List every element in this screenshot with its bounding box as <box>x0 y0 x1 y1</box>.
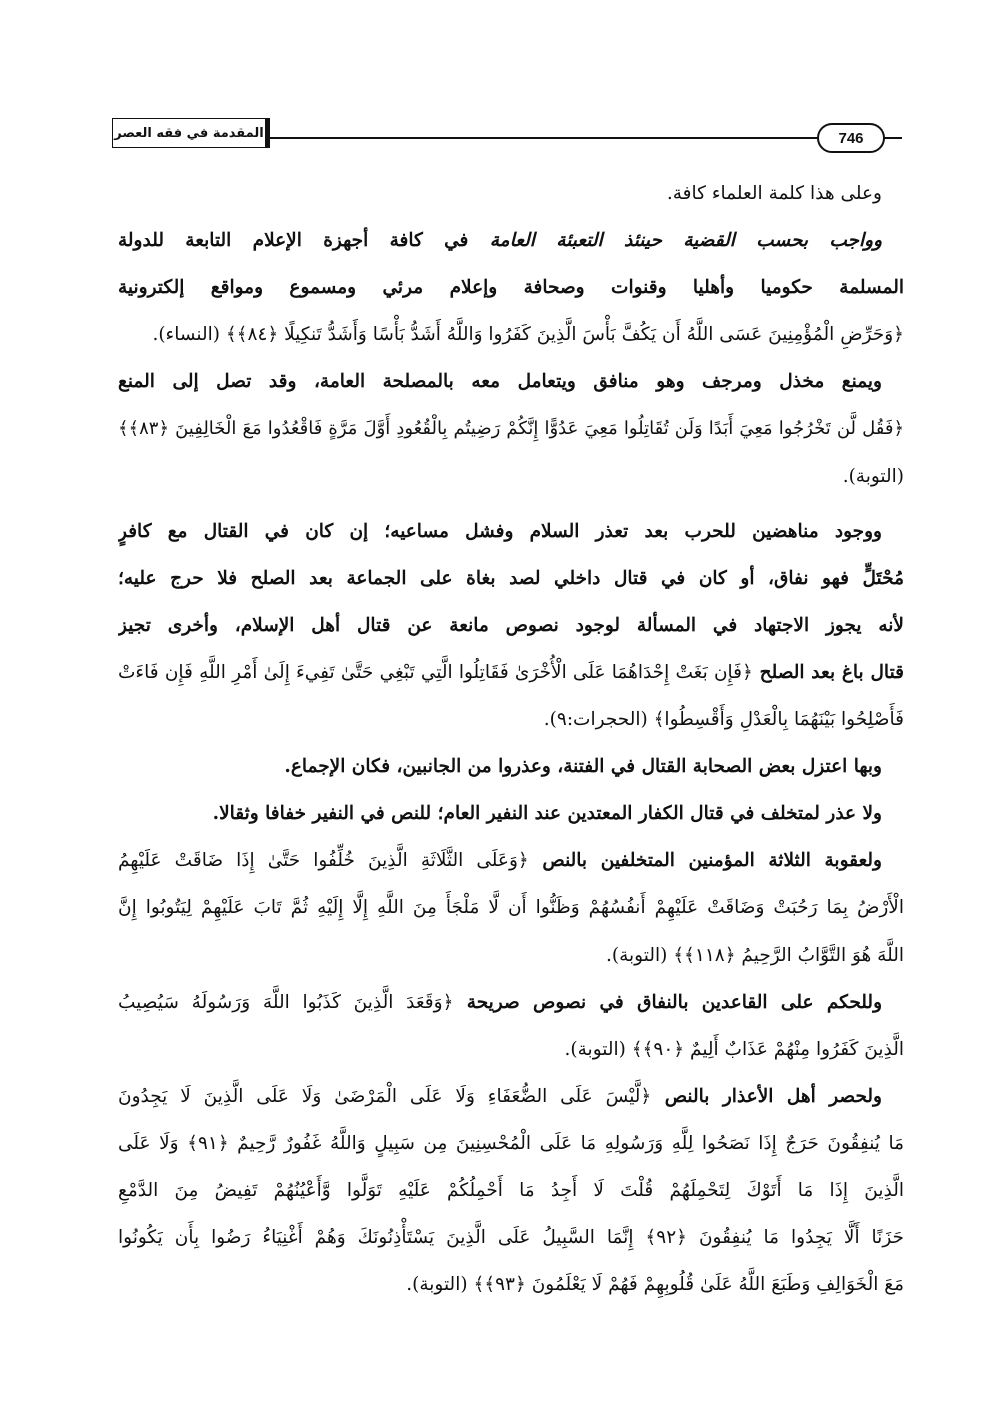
text-line <box>118 932 904 979</box>
quran-verse: ﴿فَإِن بَغَتْ إِحْدَاهُمَا عَلَى الْأُخْرَىٰ فَقَاتِلُوا الَّتِي تَبْغِي حَتَّىٰ تَفِيءَ إِلَىٰ أَمْرِ اللَّهِ فَإِن فَاءَتْ <box>118 661 753 683</box>
text-line <box>118 1026 904 1073</box>
text-line <box>118 1214 904 1261</box>
paragraph-gap <box>118 500 904 508</box>
body-text <box>118 170 904 1308</box>
text-line: المسلمة حكوميا وأهليا وقنوات وصحافة وإعلام مرئي ومسموع ومواقع إلكترونية <box>118 277 904 299</box>
source-ref: (التوبة). <box>406 1274 474 1296</box>
quran-verse: ﴿وَعَلَى الثَّلَاثَةِ الَّذِينَ خُلِّفُوا حَتَّىٰ إِذَا ضَاقَتْ عَلَيْهِمُ <box>118 850 529 872</box>
text-line <box>118 217 904 264</box>
text-line <box>118 884 904 931</box>
text-line: (التوبة). <box>842 465 904 487</box>
highlight-phrase: وواجب بحسب القضية حينئذ التعبئة العامة <box>489 230 882 252</box>
text-line: ووجود مناهضين للحرب بعد تعذر السلام وفشل مساعيه؛ إن كان في القتال مع كافرٍ <box>118 520 882 542</box>
text-line: ولا عذر لمتخلف في قتال الكفار المعتدين عند النفير العام؛ للنص في النفير خفافا وثقالا. <box>212 803 882 825</box>
source-ref: (النساء). <box>152 324 226 346</box>
page-header <box>112 118 902 154</box>
quran-verse: فَأَصْلِحُوا بَيْنَهُمَا بِالْعَدْلِ وَأَقْسِطُوا﴾ <box>653 709 904 731</box>
text-span: وللحكم على القاعدين بالنفاق في نصوص صريحة <box>453 991 882 1013</box>
quran-verse: ﴿فَقُل لَّن تَخْرُجُوا مَعِيَ أَبَدًا وَلَن تُقَاتِلُوا مَعِيَ عَدُوًّا إِنَّكُمْ رَضِيتُم بِالْقُعُودِ أَوَّلَ مَرَّةٍ فَاقْعُدُوا مَعَ الْخَالِفِينَ ﴿٨٣﴾﴾ <box>118 418 904 440</box>
text-span: قتال باغ بعد الصلح <box>752 661 904 683</box>
text-line: وعلى هذا كلمة العلماء كافة. <box>666 183 882 204</box>
book-title: المقدمة في فقه العصر <box>112 118 270 148</box>
quran-verse: مَعَ الْخَوَالِفِ وَطَبَعَ اللَّهُ عَلَىٰ قُلُوبِهِمْ فَهُمْ لَا يَعْلَمُونَ ﴿٩٣﴾﴾ <box>473 1274 904 1296</box>
source-ref: (الحجرات:٩). <box>543 709 654 731</box>
text-line <box>118 1120 904 1167</box>
text-line <box>118 311 904 358</box>
quran-verse: ﴿لَّيْسَ عَلَى الضُّعَفَاءِ وَلَا عَلَى الْمَرْضَىٰ وَلَا عَلَى الَّذِينَ لَا يَجِدُونَ <box>118 1085 652 1107</box>
quran-verse: ﴿وَقَعَدَ الَّذِينَ كَذَبُوا اللَّهَ وَرَسُولَهُ سَيُصِيبُ <box>118 991 454 1013</box>
page-number: 746 <box>817 123 885 153</box>
quran-verse: ﴿وَحَرِّضِ الْمُؤْمِنِينَ عَسَى اللَّهُ أَن يَكُفَّ بَأْسَ الَّذِينَ كَفَرُوا وَاللَّهُ أَشَدُّ بَأْسًا وَأَشَدُّ تَنكِيلًا ﴿٨٤﴾﴾ <box>225 324 904 346</box>
text-line: لأنه يجوز الاجتهاد في المسألة لوجود نصوص مانعة عن قتال أهل الإسلام، وأخرى تجيز <box>118 614 904 636</box>
text-line: مُحْتَلٍّ فهو نفاق، أو كان في قتال داخلي لصد بغاة على الجماعة بعد الصلح فلا حرج عليه؛ <box>118 567 904 589</box>
text-line <box>118 1167 904 1214</box>
source-ref: (التوبة). <box>606 944 674 966</box>
text-line <box>118 1073 904 1120</box>
text-line <box>118 979 904 1026</box>
text-span: ولعقوبة الثلاثة المؤمنين المتخلفين بالنص <box>528 850 882 872</box>
quran-verse: الْأَرْضُ بِمَا رَحُبَتْ وَضَاقَتْ عَلَيْهِمْ أَنفُسُهُمْ وَظَنُّوا أَن لَّا مَلْجَأَ مِنَ اللَّهِ إِلَّا إِلَيْهِ ثُمَّ تَابَ عَلَيْهِمْ لِيَتُوبُوا إِنَّ <box>118 897 904 919</box>
quran-verse: حَزَنًا أَلَّا يَجِدُوا مَا يُنفِقُونَ ﴿٩٢﴾ إِنَّمَا السَّبِيلُ عَلَى الَّذِينَ يَسْتَأْذِنُونَكَ وَهُمْ أَغْنِيَاءُ رَضُوا بِأَن يَكُونُوا <box>118 1227 904 1249</box>
quran-verse: مَا يُنفِقُونَ حَرَجٌ إِذَا نَصَحُوا لِلَّهِ وَرَسُولِهِ مَا عَلَى الْمُحْسِنِينَ مِن سَبِيلٍ وَاللَّهُ غَفُورٌ رَّحِيمٌ ﴿٩١﴾ وَلَا عَلَى <box>118 1132 904 1154</box>
text-line <box>118 696 904 743</box>
text-line <box>118 837 904 884</box>
text-span: في كافة أجهزة الإعلام التابعة للدولة <box>118 230 490 252</box>
text-line: ويمنع مخذل ومرجف وهو منافق ويتعامل معه بالمصلحة العامة، وقد تصل إلى المنع <box>118 371 882 393</box>
text-line <box>118 649 904 696</box>
text-span: ولحصر أهل الأعذار بالنص <box>651 1085 882 1107</box>
text-line <box>118 405 904 452</box>
quran-verse: الَّذِينَ كَفَرُوا مِنْهُمْ عَذَابٌ أَلِيمٌ ﴿٩٠﴾﴾ <box>631 1038 904 1060</box>
text-line: وبها اعتزل بعض الصحابة القتال في الفتنة، وعذروا من الجانبين، فكان الإجماع. <box>284 756 882 778</box>
quran-verse: اللَّهَ هُوَ التَّوَّابُ الرَّحِيمُ ﴿١١٨﴾﴾ <box>673 944 904 966</box>
source-ref: (التوبة). <box>564 1038 632 1060</box>
quran-verse: الَّذِينَ إِذَا مَا أَتَوْكَ لِتَحْمِلَهُمْ قُلْتَ لَا أَجِدُ مَا أَحْمِلُكُمْ عَلَيْهِ تَوَلَّوا وَّأَعْيُنُهُمْ تَفِيضُ مِنَ الدَّمْعِ <box>118 1179 904 1201</box>
text-line <box>118 1261 904 1308</box>
